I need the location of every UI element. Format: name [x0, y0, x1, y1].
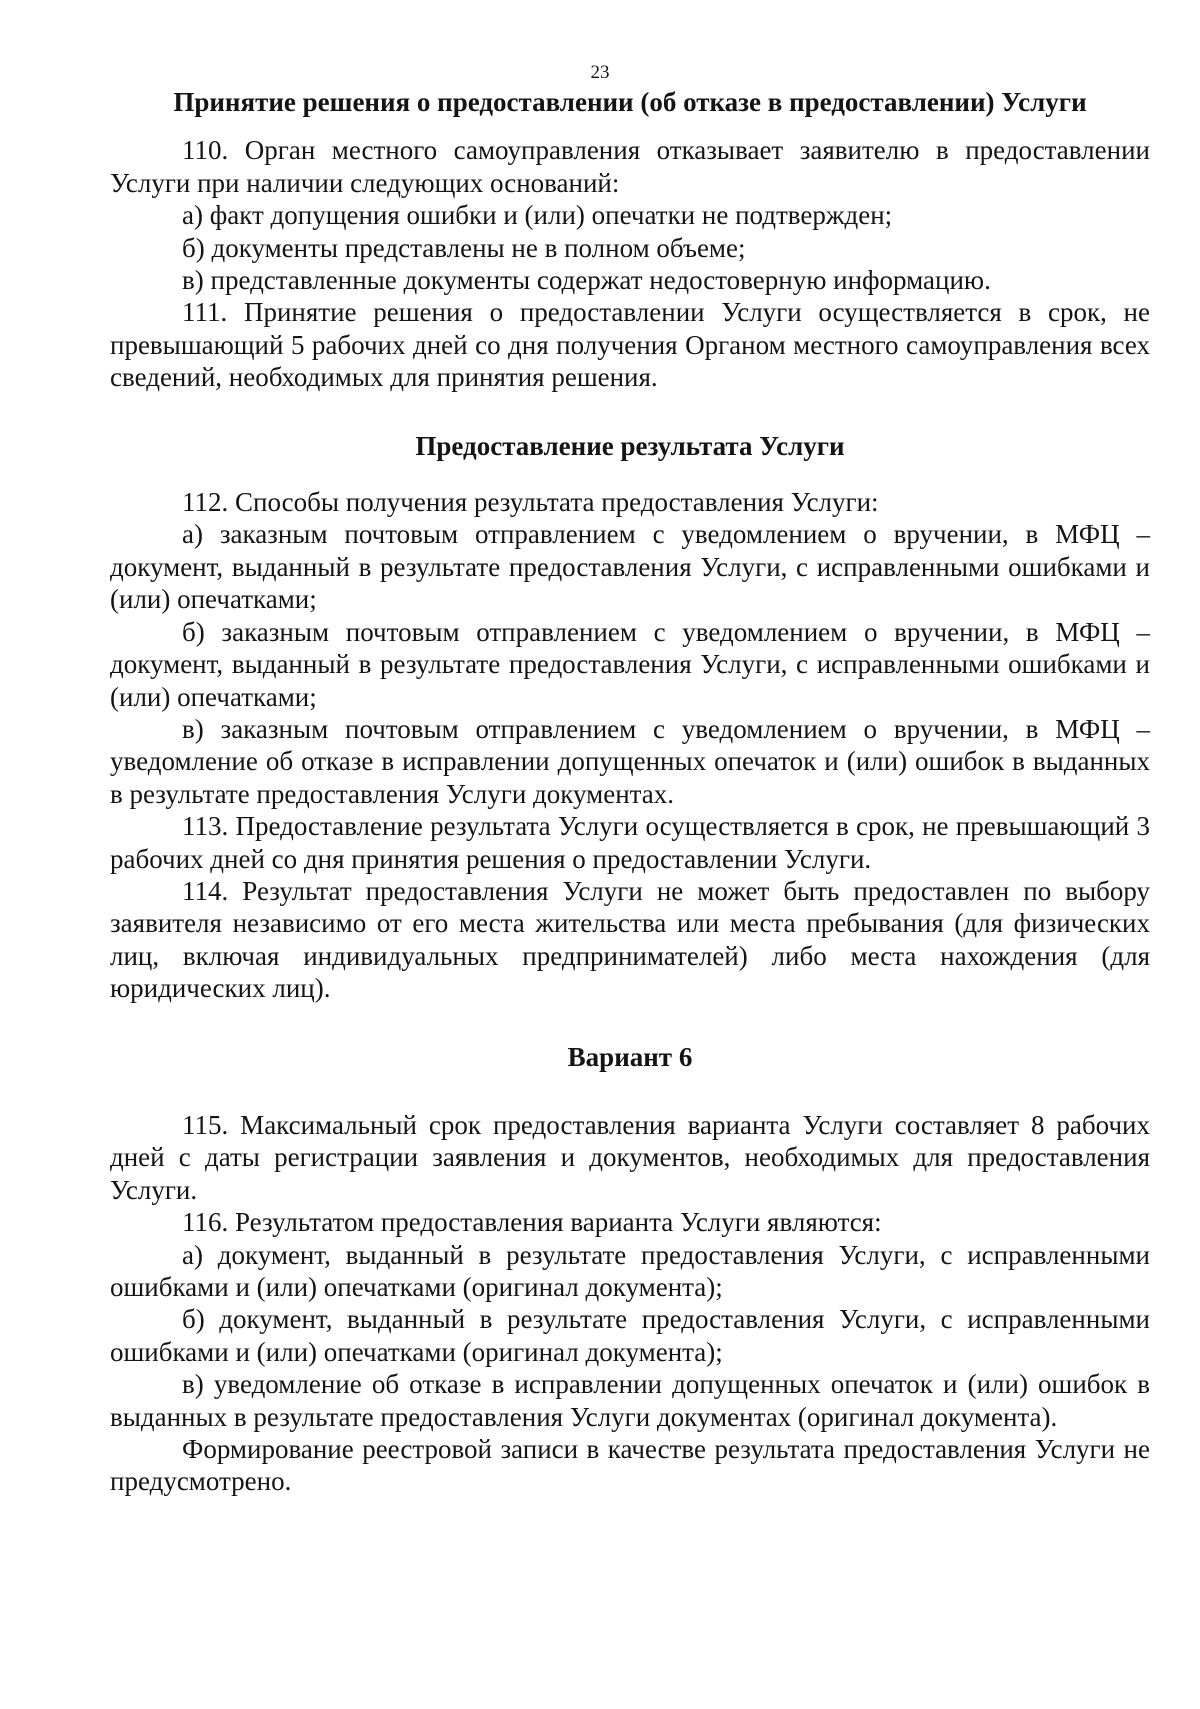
section-result-delivery [110, 430, 1150, 1005]
section-heading: Предоставление результата Услуги [415, 430, 845, 461]
document-body [110, 86, 1150, 1498]
paragraph: в) заказным почтовым отправлением с уведомлением о вручении, в МФЦ – уведомление об отказе в исправлении допущенных опечаток и (или) ошибок в выданных в результате предоставления Услуги документах. [110, 713, 1150, 809]
paragraph: в) уведомление об отказе в исправлении допущенных опечаток и (или) ошибок в выданных в результате предоставления Услуги документах (оригинал документа). [110, 1369, 1150, 1432]
paragraph: 112. Способы получения результата предоставления Услуги: [182, 487, 879, 518]
paragraph: б) документ, выданный в результате предоставления Услуги, с исправленными ошибками и (или) опечатками (оригинал документа); [110, 1304, 1150, 1367]
section-decision [110, 86, 1150, 394]
paragraph: а) заказным почтовым отправлением с уведомлением о вручении, в МФЦ – документ, выданный в результате предоставления Услуги, с исправленными ошибками и (или) опечатками; [110, 519, 1150, 615]
paragraph: 111. Принятие решения о предоставлении Услуги осуществляется в срок, не превышающий 5 рабочих дней со дня получения Органом местного самоуправления всех сведений, необходимых для принятия решения. [110, 297, 1150, 393]
section-heading: Принятие решения о предоставлении (об отказе в предоставлении) Услуги [173, 87, 1087, 117]
paragraph: 110. Орган местного самоуправления отказывает заявителю в предоставлении Услуги при наличии следующих оснований: [110, 135, 1150, 198]
paragraph: 116. Результатом предоставления варианта Услуги являются: [182, 1207, 882, 1238]
paragraph: в) представленные документы содержат недостоверную информацию. [182, 265, 991, 296]
section-heading: Вариант 6 [567, 1041, 693, 1072]
paragraph: 114. Результат предоставления Услуги не может быть предоставлен по выбору заявителя независимо от его места жительства или места пребывания (для физических лиц, включая индивидуальных предпринимателей) либо места нахождения (для юридических лиц). [110, 875, 1150, 1004]
paragraph: б) документы представлены не в полном объеме; [182, 232, 746, 263]
paragraph: Формирование реестровой записи в качестве результата предоставления Услуги не предусмотрено. [110, 1434, 1150, 1497]
paragraph: 113. Предоставление результата Услуги осуществляется в срок, не превышающий 3 рабочих дней со дня принятия решения о предоставлении Услуги. [110, 811, 1150, 874]
section-variant-6 [110, 1041, 1150, 1498]
paragraph: а) факт допущения ошибки и (или) опечатки не подтвержден; [182, 200, 893, 231]
page-number: 23 [590, 62, 610, 83]
paragraph: а) документ, выданный в результате предоставления Услуги, с исправленными ошибками и (или) опечатками (оригинал документа); [110, 1239, 1150, 1302]
paragraph: 115. Максимальный срок предоставления варианта Услуги составляет 8 рабочих дней с даты регистрации заявления и документов, необходимых для предоставления Услуги. [110, 1109, 1150, 1205]
paragraph: б) заказным почтовым отправлением с уведомлением о вручении, в МФЦ – документ, выданный в результате предоставления Услуги, с исправленными ошибками и (или) опечатками; [110, 616, 1150, 712]
